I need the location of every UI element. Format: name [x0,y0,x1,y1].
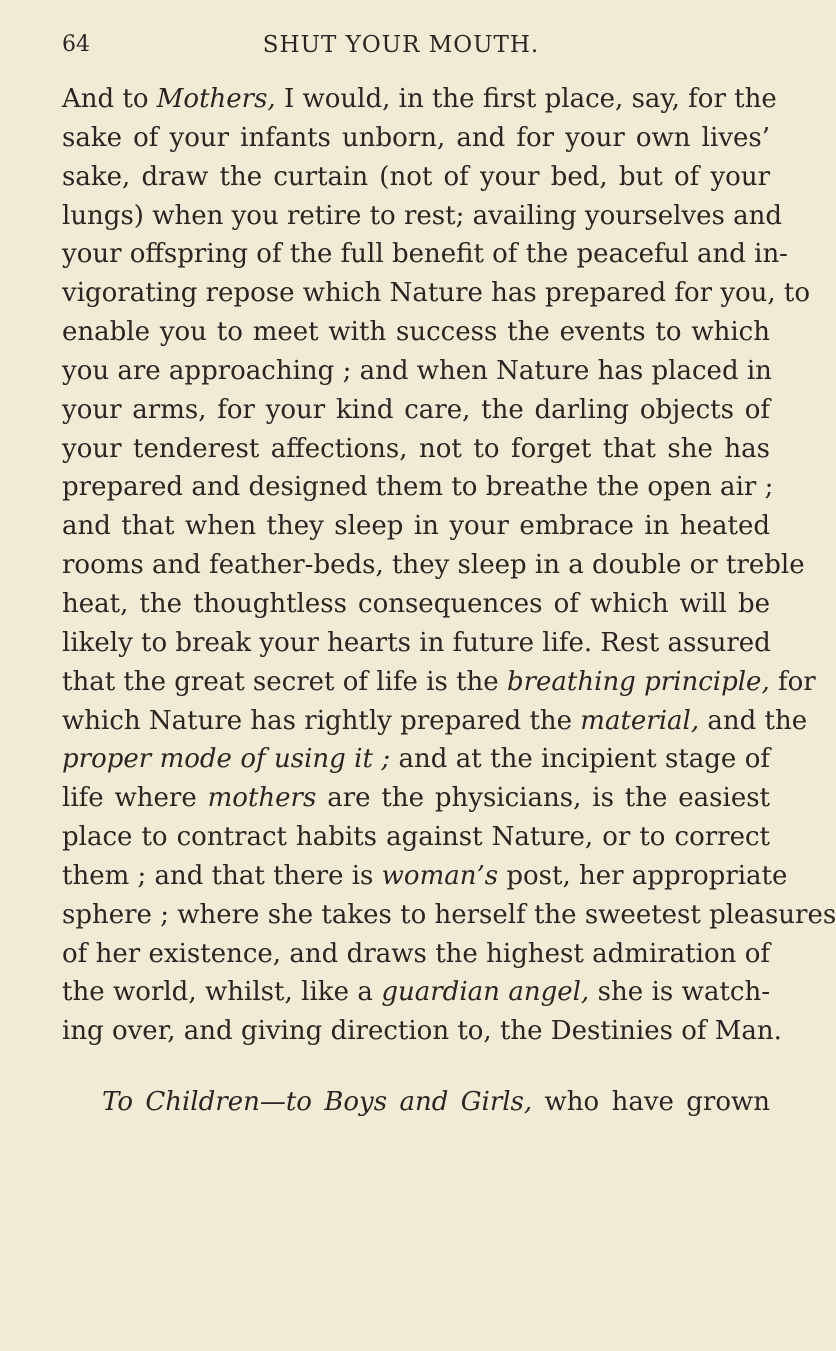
text-line [62,624,770,663]
text-run: you are approaching ; and when Nature has placed in [62,355,772,386]
text-line [62,197,783,236]
text-line [62,507,770,546]
running-title: SHUT YOUR MOUTH. [262,32,540,58]
italic-text: mothers [207,783,317,814]
text-run: the world, whilst, like a [62,977,382,1008]
text-run: likely to break your hearts in future life. Rest assured [62,627,771,658]
paragraph-children [62,1083,770,1122]
text-run: your arms, for your kind care, the darling objects of [62,394,770,425]
text-run: for [769,666,816,697]
text-line [62,702,808,741]
italic-text: To Children—to Boys and Girls, [102,1087,533,1118]
italic-text: proper mode of using it ; [62,744,391,775]
text-run: of her existence, and draws the highest admiration of [62,938,770,969]
text-run: your tenderest affections, not to forget that she has [62,433,770,464]
italic-text: breathing principle, [506,666,770,697]
text-line [62,1012,782,1051]
text-run: lungs) when you retire to rest; availing yourselves and [62,200,783,231]
text-run: sake, draw the curtain (not of your bed, but of your [62,161,770,192]
text-run: rooms and feather-beds, they sleep in a double or treble [62,550,805,581]
italic-text: material, [580,705,700,736]
text-run: them ; and that there is [62,860,382,891]
text-run: sake of your infants unborn, and for your own lives’ [62,122,770,153]
text-run: prepared and designed them to breathe the open air ; [62,472,774,503]
italic-text: Mothers, [156,84,276,114]
page-header [62,32,740,72]
text-line [62,352,770,391]
text-line [102,1083,770,1122]
text-run: vigorating repose which Nature has prepared for you, to [62,278,811,309]
text-run: who have grown [532,1087,770,1118]
text-run: ing over, and giving direction to, the Destinies of Man. [62,1016,782,1047]
text-run: that the great secret of life is the [62,666,507,697]
text-run: your offspring of the full benefit of the peaceful and in- [62,239,788,270]
text-line [62,740,770,779]
text-run: place to contract habits against Nature, or to correct [62,822,770,853]
text-line [62,119,770,158]
body-text [62,80,836,1122]
italic-text: guardian angel, [381,977,590,1008]
text-line [62,391,770,430]
text-line [62,274,811,313]
italic-text: woman’s [381,860,499,891]
text-line [62,80,777,119]
text-run: sphere ; where she takes to herself the sweetest pleasures [62,899,836,930]
text-run: life where [62,783,208,814]
paragraph-mothers [62,80,836,1051]
text-run: I would, in the first place, say, for the [275,84,777,114]
text-run: enable you to meet with success the events to which [62,317,770,348]
text-run: which Nature has rightly prepared the [62,705,581,736]
text-line [62,973,770,1012]
text-line [62,935,770,974]
text-line [62,468,774,507]
text-line [62,896,836,935]
text-run: and the [699,705,808,736]
text-run: she is watch- [589,977,770,1008]
text-run: heat, the thoughtless consequences of which will be [62,588,770,619]
text-run: And to [62,84,157,114]
text-line [62,313,770,352]
text-run: are the physicians, is the easiest [316,783,770,814]
text-line [62,585,770,624]
text-line [62,663,816,702]
text-line [62,235,788,274]
text-line [62,430,770,469]
text-line [62,158,770,197]
text-run: post, her appropriate [498,860,788,891]
text-line [62,818,770,857]
text-line [62,857,788,896]
text-run: and that when they sleep in your embrace in heated [62,511,770,542]
page-number: 64 [62,32,90,57]
text-line [62,779,770,818]
text-line [62,546,805,585]
text-run: and at the incipient stage of [390,744,770,775]
